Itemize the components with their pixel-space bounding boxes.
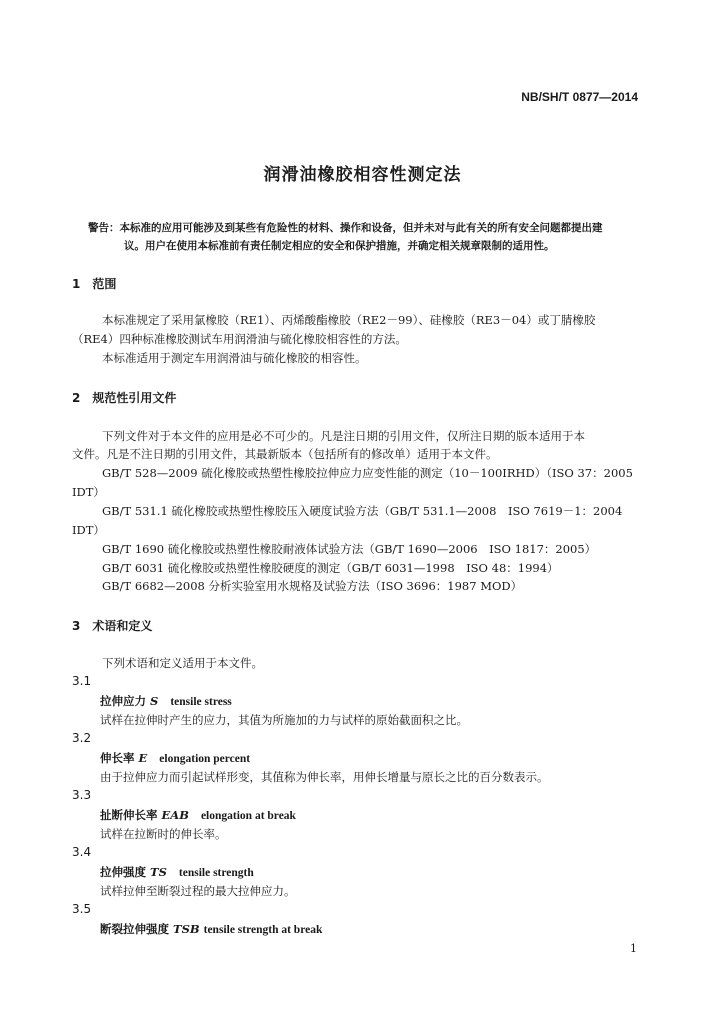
- reference-1-line-2: IDT）: [72, 485, 105, 499]
- term-number: 3.2: [72, 731, 92, 745]
- term-number: 3.1: [72, 674, 92, 688]
- term-english: elongation percent: [159, 753, 251, 765]
- section-2-intro-line-1: 下列文件对于本文件的应用是必不可少的。凡是注日期的引用文件，仅所注日期的版本适用于本: [102, 429, 585, 443]
- term-chinese: 伸长率: [100, 751, 135, 765]
- term-symbol: EAB: [161, 808, 189, 822]
- section-3-intro: 下列术语和定义适用于本文件。: [102, 656, 263, 670]
- term-chinese: 拉伸应力: [100, 694, 146, 708]
- term-english: tensile stress: [170, 696, 232, 708]
- term-number: 3.5: [72, 902, 92, 916]
- term-definition: 由于拉伸应力而引起试样形变，其值称为伸长率，用伸长增量与原长之比的百分数表示。: [100, 770, 549, 784]
- section-1-paragraph-2: 本标准适用于测定车用润滑油与硫化橡胶的相容性。: [102, 351, 367, 365]
- warning-line-2: 议。用户在使用本标准前有责任制定相应的安全和保护措施，并确定相关规章限制的适用性。: [124, 240, 555, 252]
- term-chinese: 扯断伸长率: [100, 808, 158, 822]
- term-definition: 试样拉伸至断裂过程的最大拉伸应力。: [100, 884, 296, 898]
- term-symbol: E: [138, 751, 148, 765]
- page-number: 1: [630, 942, 637, 955]
- term-english: tensile strength: [178, 867, 254, 879]
- term-english: tensile strength at break: [203, 924, 323, 936]
- term-number: 3.4: [72, 845, 92, 859]
- reference-1-line-1: GB/T 528—2009 硫化橡胶或热塑性橡胶拉伸应力应变性能的测定（10－100IRHD）（ISO 37：2005: [102, 466, 633, 480]
- term-symbol: TS: [150, 865, 167, 879]
- term-heading: [100, 921, 322, 937]
- term-heading: [100, 750, 250, 766]
- reference-5: GB/T 6682—2008 分析实验室用水规格及试验方法（ISO 3696：1987 MOD）: [102, 579, 523, 593]
- term-definition: 试样在拉断时的伸长率。: [100, 827, 227, 841]
- reference-2-line-2: IDT）: [72, 523, 105, 537]
- term-number: 3.3: [72, 788, 92, 802]
- term-chinese: 断裂拉伸强度: [100, 922, 169, 936]
- term-symbol: S: [150, 694, 159, 708]
- term-english: elongation at break: [200, 810, 296, 822]
- section-1-paragraph-1-line-2: （RE4）四种标准橡胶测试车用润滑油与硫化橡胶相容性的方法。: [72, 332, 407, 346]
- standard-number: NB/SH/T 0877—2014: [521, 90, 638, 104]
- term-definition: 试样在拉伸时产生的应力，其值为所施加的力与试样的原始截面积之比。: [100, 713, 468, 727]
- section-1-heading: 1 范围: [72, 277, 117, 291]
- reference-2-line-1: GB/T 531.1 硫化橡胶或热塑性橡胶压入硬度试验方法（GB/T 531.1—2008 ISO 7619－1：2004: [102, 504, 623, 518]
- term-symbol: TSB: [173, 922, 200, 936]
- term-heading: [100, 864, 254, 880]
- document-title: 润滑油橡胶相容性测定法: [263, 165, 462, 185]
- term-heading: [100, 693, 232, 709]
- term-chinese: 拉伸强度: [100, 865, 146, 879]
- section-2-intro-line-2: 文件。凡是不注日期的引用文件，其最新版本（包括所有的修改单）适用于本文件。: [72, 447, 498, 461]
- warning-line-1: 警告：本标准的应用可能涉及到某些有危险性的材料、操作和设备，但并未对与此有关的所有安全问题都提出建: [88, 222, 603, 234]
- section-3-heading: 3 术语和定义: [72, 619, 153, 633]
- section-1-paragraph-1-line-1: 本标准规定了采用氯橡胶（RE1）、丙烯酸酯橡胶（RE2－99）、硅橡胶（RE3－04）或丁腈橡胶: [102, 313, 596, 327]
- section-2-heading: 2 规范性引用文件: [72, 391, 177, 405]
- reference-3: GB/T 1690 硫化橡胶或热塑性橡胶耐液体试验方法（GB/T 1690—2006 ISO 1817：2005）: [102, 542, 597, 556]
- term-heading: [100, 807, 296, 823]
- reference-4: GB/T 6031 硫化橡胶或热塑性橡胶硬度的测定（GB/T 6031—1998 ISO 48：1994）: [102, 561, 559, 575]
